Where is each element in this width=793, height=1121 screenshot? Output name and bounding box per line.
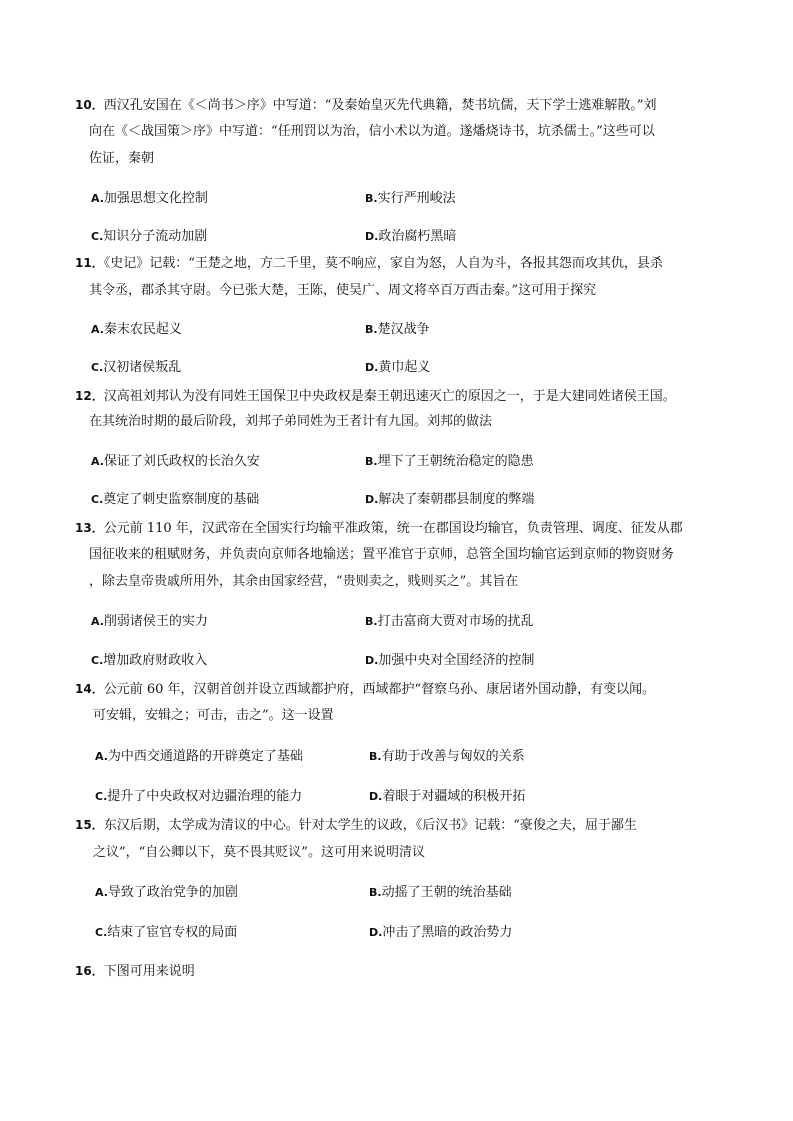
question-stem-line: 16．下图可用来说明 [75,964,195,979]
option-a[interactable]: A.加强思想文化控制 [91,191,208,206]
question-number: 14． [75,682,104,696]
option-b[interactable]: B.埋下了王朝统治稳定的隐患 [365,454,534,469]
question-stem-line: ，除去皇帝贵戚所用外，其余由国家经营，“贵则卖之，贱则买之”。其旨在 [89,574,519,589]
question-number: 11． [75,256,104,270]
question-number: 12． [75,389,104,403]
option-c[interactable]: C.奠定了刺史监察制度的基础 [91,492,260,507]
question-number: 16． [75,964,104,978]
option-c[interactable]: C.增加政府财政收入 [91,653,208,668]
question-stem-line: 15．东汉后期，太学成为清议的中心。针对太学生的议政，《后汉书》记载：“豪俊之夫，屈于鄙生 [75,818,637,833]
option-d[interactable]: D.黄巾起义 [365,360,431,375]
question-stem-line: 其令丞，郡杀其守尉。今已张大楚，王陈，使吴广、周文将卒百万西击秦。”这可用于探究 [89,283,597,298]
option-c[interactable]: C.提升了中央政权对边疆治理的能力 [95,789,303,804]
option-d[interactable]: D.解决了秦朝郡县制度的弊端 [365,492,535,507]
question-stem-line: 13．公元前 110 年，汉武帝在全国实行均输平准政策，统一在郡国设均输官，负责管理、调度、征发从郡 [75,521,683,536]
option-a[interactable]: A.为中西交通道路的开辟奠定了基础 [95,749,303,764]
question-stem-line: 之议”，“自公卿以下，莫不畏其贬议”。这可用来说明清议 [93,845,425,860]
option-b[interactable]: B.动摇了王朝的统治基础 [369,885,512,900]
question-number: 10． [75,98,104,112]
option-a[interactable]: A.保证了刘氏政权的长治久安 [91,454,260,469]
option-d[interactable]: D.加强中央对全国经济的控制 [365,653,535,668]
question-stem-line: 可安辑，安辑之；可击，击之”。这一设置 [93,708,334,723]
option-b[interactable]: B.楚汉战争 [365,322,430,337]
question-stem-line: 在其统治时期的最后阶段，刘邦子弟同姓为王者计有九国。刘邦的做法 [89,414,493,429]
question-stem-line: 10．西汉孔安国在《＜尚书＞序》中写道：“及秦始皇灭先代典籍，焚书坑儒，天下学士逃难解散。”刘 [75,98,657,113]
option-a[interactable]: A.秦末农民起义 [91,322,182,337]
option-b[interactable]: B.实行严刑峻法 [365,191,456,206]
option-d[interactable]: D.冲击了黑暗的政治势力 [369,925,513,940]
option-a[interactable]: A.导致了政治党争的加剧 [95,885,238,900]
question-number: 13． [75,521,104,535]
option-c[interactable]: C.结束了宦官专权的局面 [95,925,238,940]
option-c[interactable]: C.知识分子流动加剧 [91,229,208,244]
question-number: 15． [75,818,104,832]
question-stem-line: 14．公元前 60 年，汉朝首创并设立西域都护府，西域都护“督察乌孙、康居诸外国动静，有变以闻。 [75,682,656,697]
question-stem-line: 向在《＜战国策＞序》中写道：“任刑罚以为治，信小术以为道。遂燔烧诗书，坑杀儒士。”这些可以 [89,124,655,139]
question-stem-line: 12．汉高祖刘邦认为没有同姓王国保卫中央政权是秦王朝迅速灭亡的原因之一，于是大建同姓诸侯王国。 [75,389,676,404]
option-d[interactable]: D.着眼于对疆域的积极开拓 [369,789,526,804]
question-stem-line: 国征收来的租赋财务，并负责向京师各地输送；置平准官于京师，总管全国均输官运到京师的物资财务 [89,547,675,562]
option-d[interactable]: D.政治腐朽黑暗 [365,229,457,244]
option-c[interactable]: C.汉初诸侯叛乱 [91,360,182,375]
option-b[interactable]: B.打击富商大贾对市场的扰乱 [365,614,534,629]
option-a[interactable]: A.削弱诸侯王的实力 [91,614,208,629]
question-stem-line: 佐证，秦朝 [89,151,155,166]
option-b[interactable]: B.有助于改善与匈奴的关系 [369,749,525,764]
question-stem-line: 11．《史记》记载：“王楚之地，方二千里，莫不响应，家自为怒，人自为斗，各报其怨而攻其仇，县杀 [75,256,663,271]
